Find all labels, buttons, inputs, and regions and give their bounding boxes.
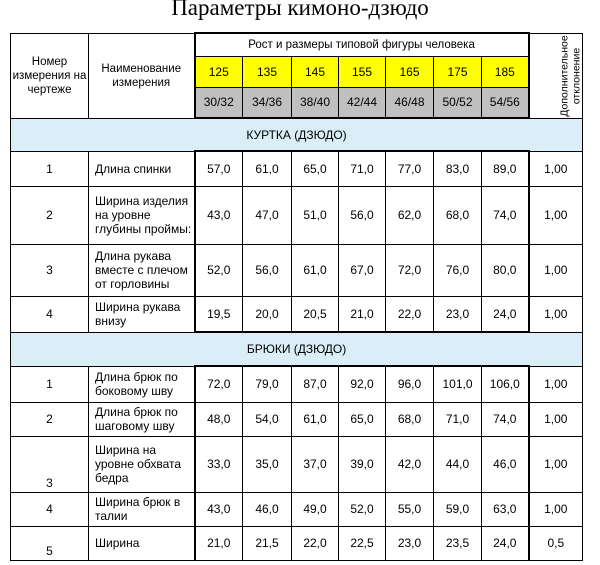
- value-cell: 47,0: [243, 186, 292, 244]
- table-row: [11, 296, 583, 332]
- measurement-number: 4: [11, 492, 89, 526]
- value-cell: 43,0: [195, 186, 243, 244]
- measurement-name: Длина рукава вместе с плечом от горловины: [89, 244, 195, 296]
- header-extra-line1: Дополнительное: [558, 34, 571, 117]
- value-cell: 79,0: [243, 366, 292, 402]
- size-cell: 38/40: [292, 87, 339, 118]
- value-cell: 65,0: [339, 402, 386, 436]
- size-cell: 34/36: [243, 87, 292, 118]
- value-cell: 52,0: [339, 492, 386, 526]
- value-cell: 61,0: [292, 244, 339, 296]
- value-cell: 33,0: [195, 436, 243, 492]
- value-cell: 39,0: [339, 436, 386, 492]
- value-cell: 46,0: [482, 436, 529, 492]
- size-cell: 54/56: [482, 87, 529, 118]
- value-cell: 23,0: [434, 296, 482, 332]
- value-cell: 24,0: [482, 526, 529, 560]
- value-cell: 68,0: [386, 402, 434, 436]
- value-cell: 19,5: [195, 296, 243, 332]
- value-cell: 74,0: [482, 186, 529, 244]
- table-row: [11, 244, 583, 296]
- value-cell: 68,0: [434, 186, 482, 244]
- value-cell: 74,0: [482, 402, 529, 436]
- extra-deviation-cell: 0,5: [529, 526, 583, 560]
- value-cell: 72,0: [195, 366, 243, 402]
- value-cell: 46,0: [243, 492, 292, 526]
- value-cell: 22,5: [339, 526, 386, 560]
- extra-deviation-cell: 1,00: [529, 244, 583, 296]
- value-cell: 62,0: [386, 186, 434, 244]
- section-title: БРЮКИ (ДЗЮДО): [11, 332, 583, 366]
- height-cell: 175: [434, 56, 482, 87]
- value-cell: 96,0: [386, 366, 434, 402]
- table-row: [11, 186, 583, 244]
- value-cell: 92,0: [339, 366, 386, 402]
- section-title: КУРТКА (ДЗЮДО): [11, 118, 583, 151]
- value-cell: 48,0: [195, 402, 243, 436]
- value-cell: 21,0: [339, 296, 386, 332]
- height-cell: 165: [386, 56, 434, 87]
- value-cell: 80,0: [482, 244, 529, 296]
- value-cell: 101,0: [434, 366, 482, 402]
- value-cell: 23,0: [386, 526, 434, 560]
- value-cell: 24,0: [482, 296, 529, 332]
- value-cell: 106,0: [482, 366, 529, 402]
- header-num-col: Номер измерения на чертеже: [11, 33, 89, 118]
- value-cell: 42,0: [386, 436, 434, 492]
- height-cell: 135: [243, 56, 292, 87]
- table-row: [11, 436, 583, 492]
- extra-deviation-cell: 1,00: [529, 186, 583, 244]
- measurement-number: 1: [11, 366, 89, 402]
- height-cell: 145: [292, 56, 339, 87]
- value-cell: 71,0: [339, 151, 386, 186]
- value-cell: 35,0: [243, 436, 292, 492]
- size-cell: 42/44: [339, 87, 386, 118]
- page-title: Параметры кимоно-дзюдо: [171, 0, 429, 20]
- measurement-name: Длина брюк по шаговому шву: [89, 402, 195, 436]
- size-cell: 50/52: [434, 87, 482, 118]
- table-row: [11, 402, 583, 436]
- measurement-number: 2: [11, 186, 89, 244]
- measurement-name: Ширина на уровне обхвата бедра: [89, 436, 195, 492]
- measurement-name: Ширина изделия на уровне глубины проймы:: [89, 186, 195, 244]
- extra-deviation-cell: 1,00: [529, 366, 583, 402]
- measurement-number: 1: [11, 151, 89, 186]
- value-cell: 43,0: [195, 492, 243, 526]
- value-cell: 56,0: [339, 186, 386, 244]
- value-cell: 55,0: [386, 492, 434, 526]
- measurement-name: Ширина рукава внизу: [89, 296, 195, 332]
- measurement-number: 3: [11, 244, 89, 296]
- value-cell: 51,0: [292, 186, 339, 244]
- table-row: [11, 366, 583, 402]
- extra-deviation-cell: 1,00: [529, 151, 583, 186]
- value-cell: 59,0: [434, 492, 482, 526]
- table-row: [11, 492, 583, 526]
- value-cell: 23,5: [434, 526, 482, 560]
- measurement-name: Ширина брюк в талии: [89, 492, 195, 526]
- extra-deviation-cell: 1,00: [529, 296, 583, 332]
- value-cell: 61,0: [243, 151, 292, 186]
- header-group: Рост и размеры типовой фигуры человека: [195, 33, 529, 56]
- table-row: [11, 151, 583, 186]
- value-cell: 22,0: [292, 526, 339, 560]
- measurement-number: 3: [11, 436, 89, 492]
- value-cell: 44,0: [434, 436, 482, 492]
- extra-deviation-cell: 1,00: [529, 436, 583, 492]
- value-cell: 61,0: [292, 402, 339, 436]
- value-cell: 63,0: [482, 492, 529, 526]
- size-cell: 46/48: [386, 87, 434, 118]
- height-cell: 185: [482, 56, 529, 87]
- value-cell: 83,0: [434, 151, 482, 186]
- value-cell: 20,5: [292, 296, 339, 332]
- measurement-name: Ширина: [89, 526, 195, 560]
- measurement-name: Длина брюк по боковому шву: [89, 366, 195, 402]
- value-cell: 22,0: [386, 296, 434, 332]
- measurement-name: Длина спинки: [89, 151, 195, 186]
- size-cell: 30/32: [195, 87, 243, 118]
- value-cell: 67,0: [339, 244, 386, 296]
- value-cell: 65,0: [292, 151, 339, 186]
- value-cell: 57,0: [195, 151, 243, 186]
- header-extra-col: [529, 33, 583, 118]
- value-cell: 37,0: [292, 436, 339, 492]
- value-cell: 20,0: [243, 296, 292, 332]
- value-cell: 21,0: [195, 526, 243, 560]
- value-cell: 21,5: [243, 526, 292, 560]
- value-cell: 49,0: [292, 492, 339, 526]
- measurement-number: 2: [11, 402, 89, 436]
- value-cell: 76,0: [434, 244, 482, 296]
- value-cell: 89,0: [482, 151, 529, 186]
- value-cell: 71,0: [434, 402, 482, 436]
- value-cell: 56,0: [243, 244, 292, 296]
- height-cell: 155: [339, 56, 386, 87]
- value-cell: 52,0: [195, 244, 243, 296]
- value-cell: 72,0: [386, 244, 434, 296]
- measurement-number: 4: [11, 296, 89, 332]
- measurement-number: 5: [11, 526, 89, 560]
- table-row: [11, 526, 583, 560]
- header-name-col: Наименование измерения: [89, 33, 195, 118]
- header-extra-line2: отклонение: [570, 47, 583, 104]
- extra-deviation-cell: 1,00: [529, 402, 583, 436]
- value-cell: 54,0: [243, 402, 292, 436]
- value-cell: 87,0: [292, 366, 339, 402]
- extra-deviation-cell: 1,00: [529, 492, 583, 526]
- height-cell: 125: [195, 56, 243, 87]
- kimono-parameters-table: [10, 32, 583, 561]
- value-cell: 77,0: [386, 151, 434, 186]
